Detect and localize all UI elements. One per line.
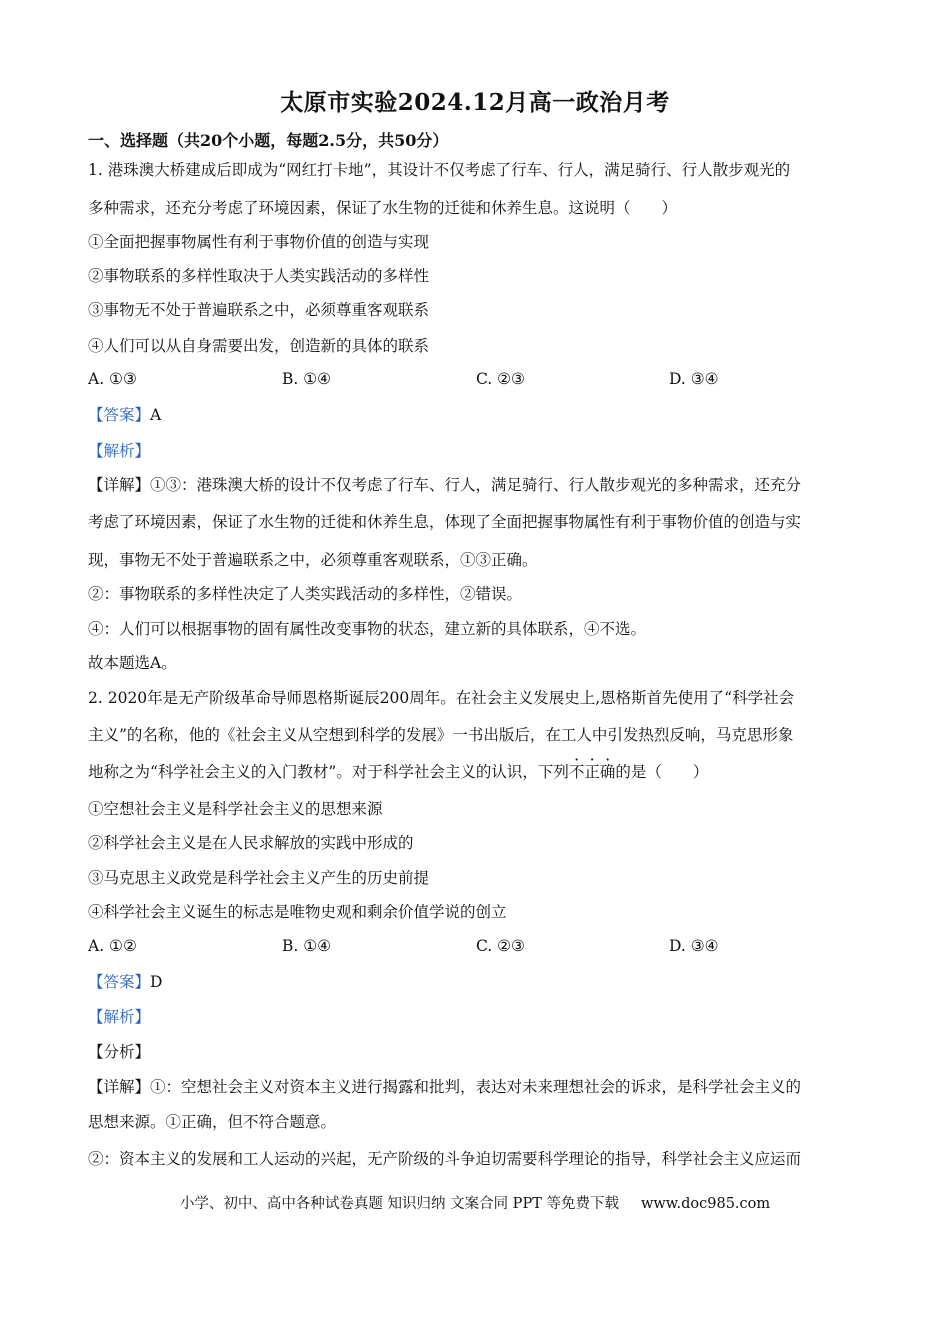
q1-analysis-tag: 【解析】 bbox=[88, 442, 151, 460]
q1-detail-line1 bbox=[88, 475, 801, 495]
detail-text: ①：空想社会主义对资本主义进行揭露和批判，表达对未来理想社会的诉求，是科学社会主义的 bbox=[150, 1078, 802, 1096]
q2-item-1: ①空想社会主义是科学社会主义的思想来源 bbox=[88, 800, 383, 818]
q2-detail-line2: 思想来源。①正确，但不符合题意。 bbox=[88, 1113, 337, 1131]
q1-detail-line2: 考虑了环境因素，保证了水生物的迁徙和休养生息，体现了全面把握事物属性有利于事物价值的创造与实 bbox=[88, 513, 802, 531]
q1-conclusion: 故本题选A。 bbox=[88, 654, 177, 672]
q2-stem-line3-post: 的是（ ） bbox=[615, 763, 709, 781]
q1-answer bbox=[88, 405, 161, 425]
q2-fenxi-tag: 【分析】 bbox=[88, 1043, 151, 1061]
q2-stem-line3 bbox=[88, 762, 708, 782]
q2-stem-line3-pre: 地称之为“科学社会主义的入门教材”。对于科学社会主义的认识，下列 bbox=[88, 763, 569, 781]
q2-analysis-tag: 【解析】 bbox=[88, 1008, 151, 1026]
q2-item-3: ③马克思主义政党是科学社会主义产生的历史前提 bbox=[88, 869, 430, 887]
q1-item-2: ②事物联系的多样性取决于人类实践活动的多样性 bbox=[88, 267, 430, 285]
q2-detail-line1 bbox=[88, 1077, 801, 1097]
q2-answer bbox=[88, 972, 162, 992]
q2-detail-line3: ②：资本主义的发展和工人运动的兴起，无产阶级的斗争迫切需要科学理论的指导，科学社会主义应运而 bbox=[88, 1150, 802, 1168]
q1-option-d: D. ③④ bbox=[669, 370, 719, 388]
q2-item-2: ②科学社会主义是在人民求解放的实践中形成的 bbox=[88, 834, 414, 852]
q2-stem-line2: 主义”的名称，他的《社会主义从空想到科学的发展》一书出版后，在工人中引发热烈反响，马克思形象 bbox=[88, 726, 794, 744]
q1-detail-line5: ④：人们可以根据事物的固有属性改变事物的状态，建立新的具体联系，④不选。 bbox=[88, 620, 647, 638]
answer-value: D bbox=[150, 973, 163, 991]
emphasis-char: 不 bbox=[568, 763, 585, 781]
q2-option-b: B. ①④ bbox=[282, 937, 332, 955]
emphasis-char: 正 bbox=[584, 763, 600, 781]
q2-option-d: D. ③④ bbox=[669, 937, 719, 955]
section-heading: 一、选择题（共20个小题，每题2.5分，共50分） bbox=[88, 131, 449, 150]
q1-option-c: C. ②③ bbox=[476, 370, 525, 388]
answer-value: A bbox=[150, 406, 162, 424]
q1-stem-line1: 1. 港珠澳大桥建成后即成为“网红打卡地”，其设计不仅考虑了行车、行人，满足骑行、行人散步观光的 bbox=[88, 161, 791, 179]
q1-item-4: ④人们可以从自身需要出发，创造新的具体的联系 bbox=[88, 337, 430, 355]
detail-text: ①③：港珠澳大桥的设计不仅考虑了行车、行人，满足骑行、行人散步观光的多种需求，还充分 bbox=[150, 476, 802, 494]
emphasis-char: 确 bbox=[599, 763, 616, 781]
footer-link[interactable]: www.doc985.com bbox=[640, 1196, 771, 1212]
detail-tag: 【详解】 bbox=[88, 1078, 151, 1096]
answer-tag: 【答案】 bbox=[88, 973, 151, 991]
page-footer bbox=[0, 1192, 950, 1213]
footer-text: 小学、初中、高中各种试卷真题 知识归纳 文案合同 PPT 等免费下载 bbox=[179, 1196, 619, 1212]
q1-item-1: ①全面把握事物属性有利于事物价值的创造与实现 bbox=[88, 233, 430, 251]
q1-item-3: ③事物无不处于普遍联系之中，必须尊重客观联系 bbox=[88, 301, 430, 319]
q1-option-b: B. ①④ bbox=[282, 370, 332, 388]
answer-tag: 【答案】 bbox=[88, 406, 151, 424]
q1-detail-line3: 现，事物无不处于普遍联系之中，必须尊重客观联系，①③正确。 bbox=[88, 551, 538, 569]
q2-item-4: ④科学社会主义诞生的标志是唯物史观和剩余价值学说的创立 bbox=[88, 903, 507, 921]
q1-stem-line2: 多种需求，还充分考虑了环境因素，保证了水生物的迁徙和休养生息。这说明（ ） bbox=[88, 199, 678, 217]
q2-option-a: A. ①② bbox=[88, 937, 137, 955]
detail-tag: 【详解】 bbox=[88, 476, 151, 494]
q2-stem-line1: 2. 2020年是无产阶级革命导师恩格斯诞辰200周年。在社会主义发展史上,恩格斯首先使用了“科学社会 bbox=[88, 689, 795, 707]
q1-option-a: A. ①③ bbox=[88, 370, 137, 388]
q1-detail-line4: ②：事物联系的多样性决定了人类实践活动的多样性，②错误。 bbox=[88, 585, 523, 603]
page-title: 太原市实验2024.12月高一政治月考 bbox=[280, 89, 670, 116]
q2-option-c: C. ②③ bbox=[476, 937, 525, 955]
